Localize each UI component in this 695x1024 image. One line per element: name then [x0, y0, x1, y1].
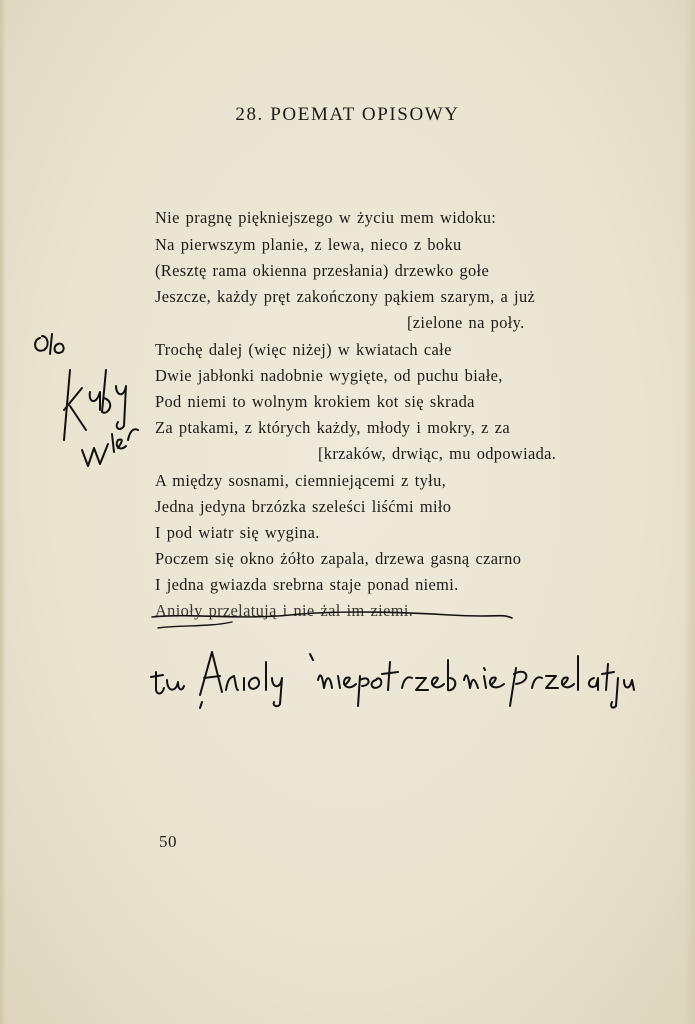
poem-line: (Resztę rama okienna przesłania) drzewko gołe	[155, 261, 490, 280]
poem-line: Trochę dalej (więc niżej) w kwiatach całe	[155, 340, 452, 359]
handwritten-note-bottom	[150, 640, 640, 710]
poem-line: Za ptakami, z których każdy, młody i mokry, z za	[155, 418, 510, 437]
page-number: 50	[159, 832, 177, 851]
page-edge-left	[0, 0, 6, 1024]
poem-line: I pod wiatr się wygina.	[155, 523, 320, 542]
poem-line: Poczem się okno żółto zapala, drzewa gasną czarno	[155, 549, 522, 568]
handwritten-note-margin	[30, 330, 140, 470]
poem-title: 28. POEMAT OPISOWY	[235, 104, 460, 125]
poem-line-continuation: [zielone na poły.	[407, 313, 525, 332]
poem-line: A między sosnami, ciemniejącemi z tyłu,	[155, 471, 447, 490]
poem-line-struck: Anioły przelatują i nie żal im ziemi.	[155, 601, 414, 620]
poem-line: Dwie jabłonki nadobnie wygięte, od puchu białe,	[155, 366, 503, 385]
poem-line-continuation: [krzaków, drwiąc, mu odpowiada.	[318, 444, 557, 463]
poem-line: Na pierwszym planie, z lewa, nieco z boku	[155, 235, 462, 254]
poem-line: Pod niemi to wolnym krokiem kot się skrada	[155, 392, 475, 411]
strikethrough-mark	[150, 598, 520, 638]
page-edge-right	[683, 0, 695, 1024]
poem-line: Jedna jedyna brzózka szeleści liśćmi miło	[155, 497, 452, 516]
poem-line: Jeszcze, każdy pręt zakończony pąkiem szarym, a już	[155, 287, 536, 306]
poem-line: I jedna gwiazda srebrna staje ponad niemi.	[155, 575, 459, 594]
poem-line: Nie pragnę piękniejszego w życiu mem widoku:	[155, 208, 497, 227]
